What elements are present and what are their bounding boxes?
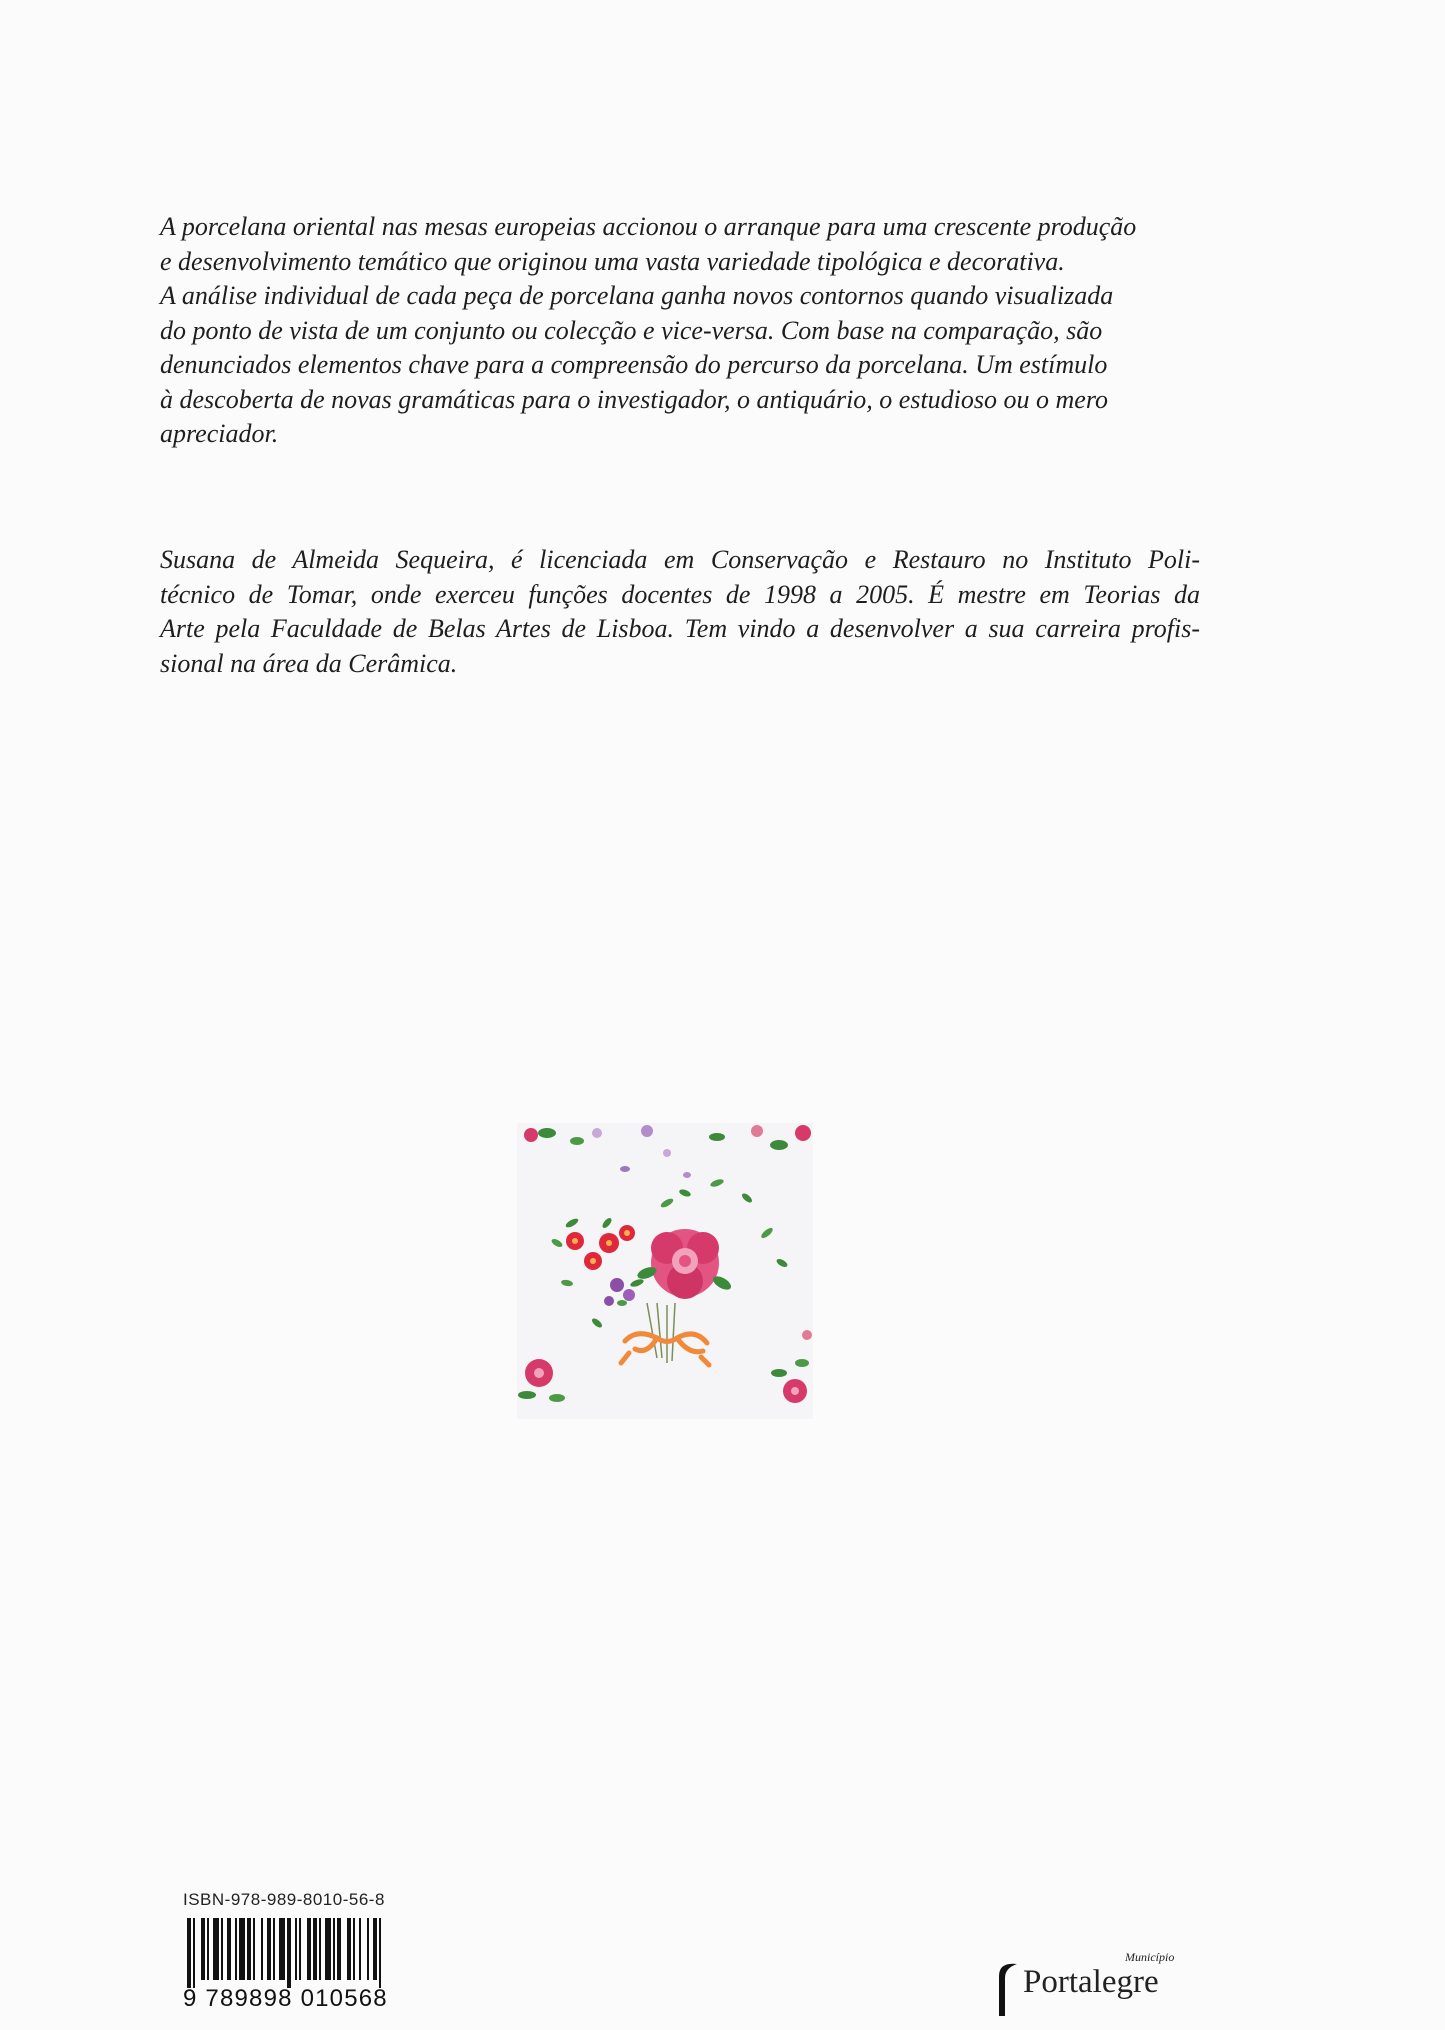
barcode-bar — [187, 1918, 191, 1988]
description-line: à descoberta de novas gramáticas para o investigador, o antiquário, o estudioso ou o mero — [160, 384, 1108, 414]
barcode-bar — [273, 1918, 275, 1980]
barcode-bar — [379, 1918, 381, 1988]
portalegre-mark-icon — [995, 1960, 1021, 2016]
publisher-name: Portalegre — [1023, 1964, 1159, 2000]
barcode-bar — [213, 1918, 219, 1980]
barcode-bar — [227, 1918, 231, 1980]
description-line: denunciados elementos chave para a compreensão do percurso da porcelana. Um estímulo — [160, 350, 1108, 379]
bio-line: Arte pela Faculdade de Belas Artes de Lisboa. Tem vindo a desenvolver a sua carreira profis- — [160, 614, 1200, 643]
bio-line: Susana de Almeida Sequeira, é licenciada em Conservação e Restauro no Instituto Poli- — [160, 545, 1200, 574]
description-line: A análise individual de cada peça de porcelana ganha novos contornos quando visualizada — [160, 281, 1114, 310]
barcode-bar — [313, 1918, 317, 1980]
barcode-bar — [235, 1918, 237, 1980]
barcode-bar — [221, 1918, 223, 1980]
porcelain-floral-photo — [517, 1123, 813, 1419]
barcode-bar — [325, 1918, 331, 1980]
description-line: e desenvolvimento temático que originou uma vasta variedade tipológica e decorativa. — [160, 246, 1065, 276]
barcode-bar — [347, 1918, 351, 1980]
barcode-bar — [367, 1918, 369, 1980]
barcode-bar — [201, 1918, 205, 1980]
description-line: apreciador. — [160, 419, 279, 448]
barcode-bar — [307, 1918, 311, 1980]
barcode-bar — [295, 1918, 297, 1980]
barcode-bar — [239, 1918, 245, 1980]
bio-line: sional na área da Cerâmica. — [160, 648, 458, 678]
book-description — [160, 210, 1200, 452]
description-line: do ponto de vista de um conjunto ou colecção e vice-versa. Com base na comparação, são — [160, 315, 1103, 345]
barcode-bar — [279, 1918, 285, 1980]
bio-line: técnico de Tomar, onde exerceu funções docentes de 1998 a 2005. É mestre em Teorias da — [160, 579, 1200, 609]
barcode-bar — [359, 1918, 361, 1980]
barcode-bar — [207, 1918, 209, 1980]
barcode-bar — [319, 1918, 321, 1980]
isbn-label: ISBN-978-989-8010-56-8 — [183, 1890, 385, 1909]
barcode-bar — [337, 1918, 341, 1980]
publisher-small-label: Município — [1125, 1950, 1175, 1964]
barcode-bar — [299, 1918, 301, 1980]
barcode-bar — [373, 1918, 377, 1980]
barcode-bar — [267, 1918, 271, 1980]
barcode — [183, 1918, 438, 1988]
floral-decoration-image — [517, 1123, 813, 1419]
barcode-bar — [353, 1918, 355, 1980]
barcode-bar — [193, 1918, 195, 1988]
barcode-bar — [253, 1918, 255, 1980]
barcode-bar — [261, 1918, 263, 1980]
barcode-bar — [333, 1918, 335, 1980]
barcode-bar — [247, 1918, 251, 1980]
author-bio — [160, 543, 1200, 681]
barcode-digits: 9 789898 010568 — [183, 1985, 388, 2012]
description-line: A porcelana oriental nas mesas europeias accionou o arranque para uma crescente produção — [160, 212, 1137, 241]
barcode-bar — [287, 1918, 291, 1988]
publisher-logo — [995, 1950, 1195, 2030]
